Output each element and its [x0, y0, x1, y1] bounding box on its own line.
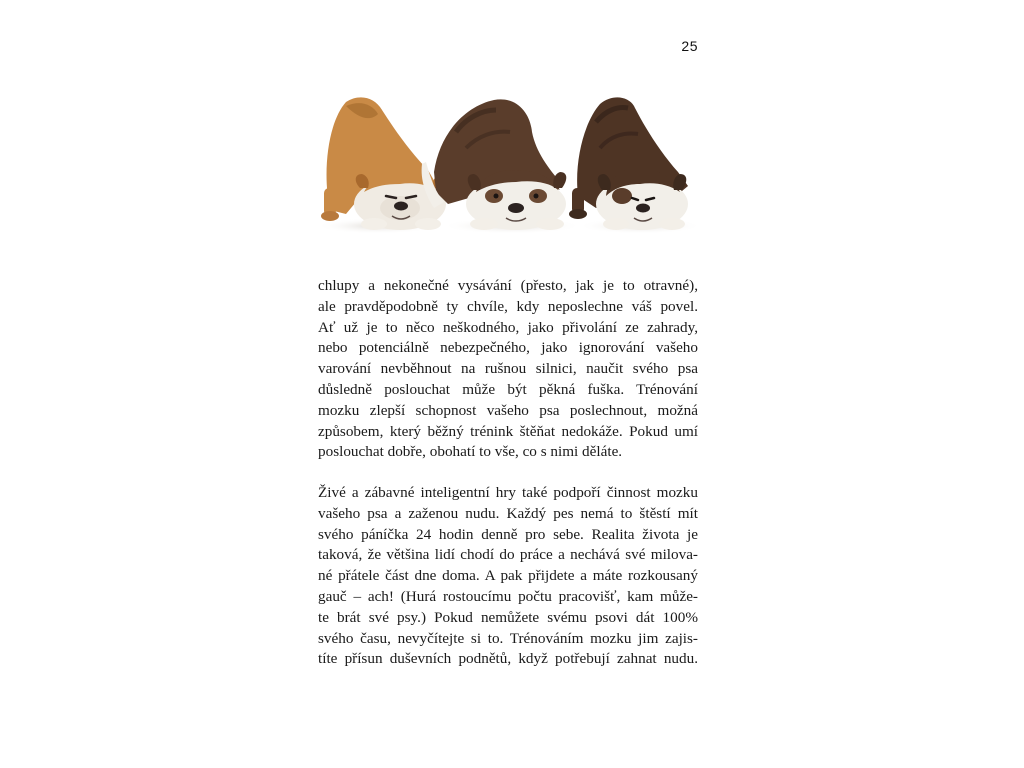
- brindle-white-bulldog-puppy-center: [422, 99, 582, 234]
- paragraph-2: [318, 483, 698, 670]
- text-line: te brát své psy.) Pokud nemůžete svému psovi dát 100%: [318, 608, 698, 626]
- text-line: ale pravděpodobně ty chvíle, kdy neposlechne váš povel.: [318, 297, 698, 315]
- text-line: chlupy a nekonečné vysávání (přesto, jak je to otravné),: [318, 277, 698, 294]
- paragraph-1: [318, 276, 698, 463]
- text-line: poslouchat dobře, obohatí to vše, co s nimi děláte.: [318, 443, 623, 461]
- bulldog-puppies-illustration: [316, 92, 704, 236]
- text-line: mozku zlepší schopnost vašeho psa poslechnout, možná: [318, 401, 698, 419]
- page-number: 25: [681, 38, 698, 54]
- text-line: títe přísun duševních podnětů, když potřebují zahnat nudu.: [318, 650, 698, 668]
- text-line: taková, že většina lidí chodí do práce a nechává své milova-: [318, 546, 698, 564]
- text-line: gauč – ach! (Hurá rostoucímu počtu pracovišť, kam může-: [318, 587, 698, 605]
- text-line: vašeho psa a zaženou nudu. Každý pes nemá to štěstí mít: [318, 504, 698, 522]
- text-line: způsobem, který běžný trénink štěňat nedokáže. Pokud umí: [318, 422, 698, 440]
- text-line: né přátele část dne doma. A pak přijdete a máte rozkousaný: [318, 567, 698, 585]
- text-line: varování nevběhnout na rušnou silnici, naučit svého psa: [318, 360, 698, 378]
- text-line: svého času, nevyčítejte si to. Trénováním mozku jim zajis-: [318, 629, 698, 647]
- text-line: nebo potenciálně nebezpečného, jako ignorování vašeho: [318, 339, 698, 357]
- text-line: důsledně poslouchat může být pěkná fuška. Trénování: [318, 380, 698, 398]
- text-line: Živé a zábavné inteligentní hry také podpoří činnost mozku: [318, 484, 698, 501]
- text-line: svého páníčka 24 hodin denně pro sebe. Realita života je: [318, 525, 698, 543]
- dark-brindle-bulldog-puppy: [569, 97, 702, 234]
- text-line: Ať už je to něco neškodného, jako přivolání ze zahrady,: [318, 318, 698, 336]
